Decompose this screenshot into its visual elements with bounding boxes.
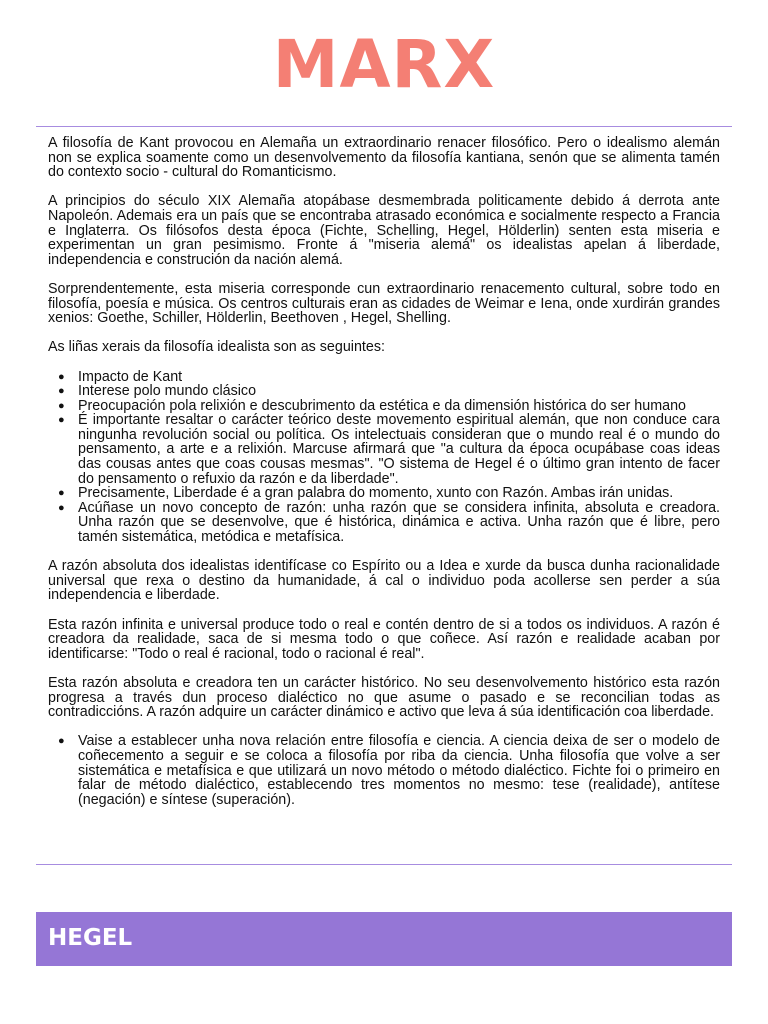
bullet-icon: ●: [58, 735, 65, 748]
science-list: [48, 734, 720, 807]
list-item: ● Precisamente, Liberdade é a gran palabra do momento, xunto con Razón. Ambas irán unidas.: [58, 485, 674, 502]
paragraph: A filosofía de Kant provocou en Alemaña un extraordinario renacer filosófico. Pero o idealismo alemán non se explica soamente como un desenvolvemento da filosofía kantiana, senón que se alimenta tamén do contexto socio - cultural do Romanticismo.: [48, 135, 720, 181]
section-heading: HEGEL: [48, 925, 133, 951]
paragraph: A principios do século XIX Alemaña atopábase desmembrada politicamente debido á derrota ante Napoleón. Ademais era un país que se encontraba atrasado económica e socialmente respecto a Francia e Inglaterra. Os filósofos desta época (Fichte, Schelling, Hegel, Hölderlin) senten esta miseria e experimentan un gran pesimismo. Fronte á "miseria alemá" os idealistas apelan á liberdade, independencia e construción da nación alemá.: [48, 193, 720, 268]
list-item: ● Impacto de Kant: [58, 368, 183, 385]
paragraph: Esta razón absoluta e creadora ten un carácter histórico. No seu desenvolvemento histórico esta razón progresa a través dun proceso dialéctico no que asume o pasado e se reconcilian todas as contradiccións. A razón adquire un carácter dinámico e activo que leva á súa identificación coa liberdade.: [48, 674, 720, 721]
bottom-divider: [36, 864, 732, 865]
paragraph: A razón absoluta dos idealistas identifícase co Espírito ou a Idea e xurde da busca dunha racionalidade universal que rexa o destino da humanidade, á cal o individuo poda acollerse sen perder a súa independencia e liberdade.: [48, 558, 720, 604]
bullet-icon: ●: [58, 399, 65, 412]
section-banner: [36, 912, 732, 966]
paragraph: Esta razón infinita e universal produce todo o real e contén dentro de si a todos os individuos. A razón é creadora da realidade, saca de si mesma todo o que coñece. Así razón e realidade acaban por identificarse: "Todo o real é racional, todo o racional é real".: [48, 616, 720, 662]
bullet-icon: ●: [58, 370, 65, 383]
paragraph: Sorprendentemente, esta miseria corresponde cun extraordinario renacemento cultural, sobre todo en filosofía, poesía e música. Os centros culturais eran as cidades de Weimar e Iena, onde xurdirán grandes xenios: Goethe, Schiller, Hölderlin, Beethoven , Hegel, Shelling.: [48, 280, 720, 327]
idealism-list: [48, 370, 720, 545]
top-divider: [36, 126, 732, 127]
document-body: [48, 136, 720, 822]
list-item: ● Vaise a establecer unha nova relación entre filosofía e ciencia. A ciencia deixa de ser o modelo de coñecemento a seguir e se coloca a filosofía por riba da ciencia. Unha filosofía que volve a ser sistemática e metafísica e que utilizará un novo método o método dialéctico. Fichte foi o primeiro en falar de método dialéctico, establecendo tres momentos no mesmo: tese (realidade), antítese (negación) e síntese (superación).: [58, 733, 720, 808]
bullet-icon: ●: [58, 487, 65, 500]
bullet-icon: ●: [58, 385, 65, 398]
list-item: ● Preocupación pola relixión e descubrimento da estética e da dimensión histórica do ser humano: [58, 397, 686, 414]
bullet-icon: ●: [58, 501, 65, 514]
list-item: ● É importante resaltar o carácter teórico deste movemento espiritual alemán, que non conduce cara ningunha revolución social ou política. Os intelectuais consideran que o mundo real é o mundo do pensamento, a arte e a relixión. Marcuse afirmará que "a cultura da época ocupábase coas ideas das cousas antes que coas cousas mesmas". "O sistema de Hegel é o último gran intento de facer do pensamento o refuxio da razón e da liberdade".: [58, 412, 720, 487]
paragraph: As liñas xerais da filosofía idealista son as seguintes:: [48, 339, 385, 356]
page-title: MARX: [272, 26, 496, 103]
list-item: ● Interese polo mundo clásico: [58, 383, 257, 400]
list-item: ● Acúñase un novo concepto de razón: unha razón que se considera infinita, absoluta e creadora. Unha razón que se desenvolve, que é histórica, dinámica e activa. Unha razón que é libre, pero tamén sistemática, metódica e metafísica.: [58, 499, 720, 546]
bullet-icon: ●: [58, 414, 65, 427]
